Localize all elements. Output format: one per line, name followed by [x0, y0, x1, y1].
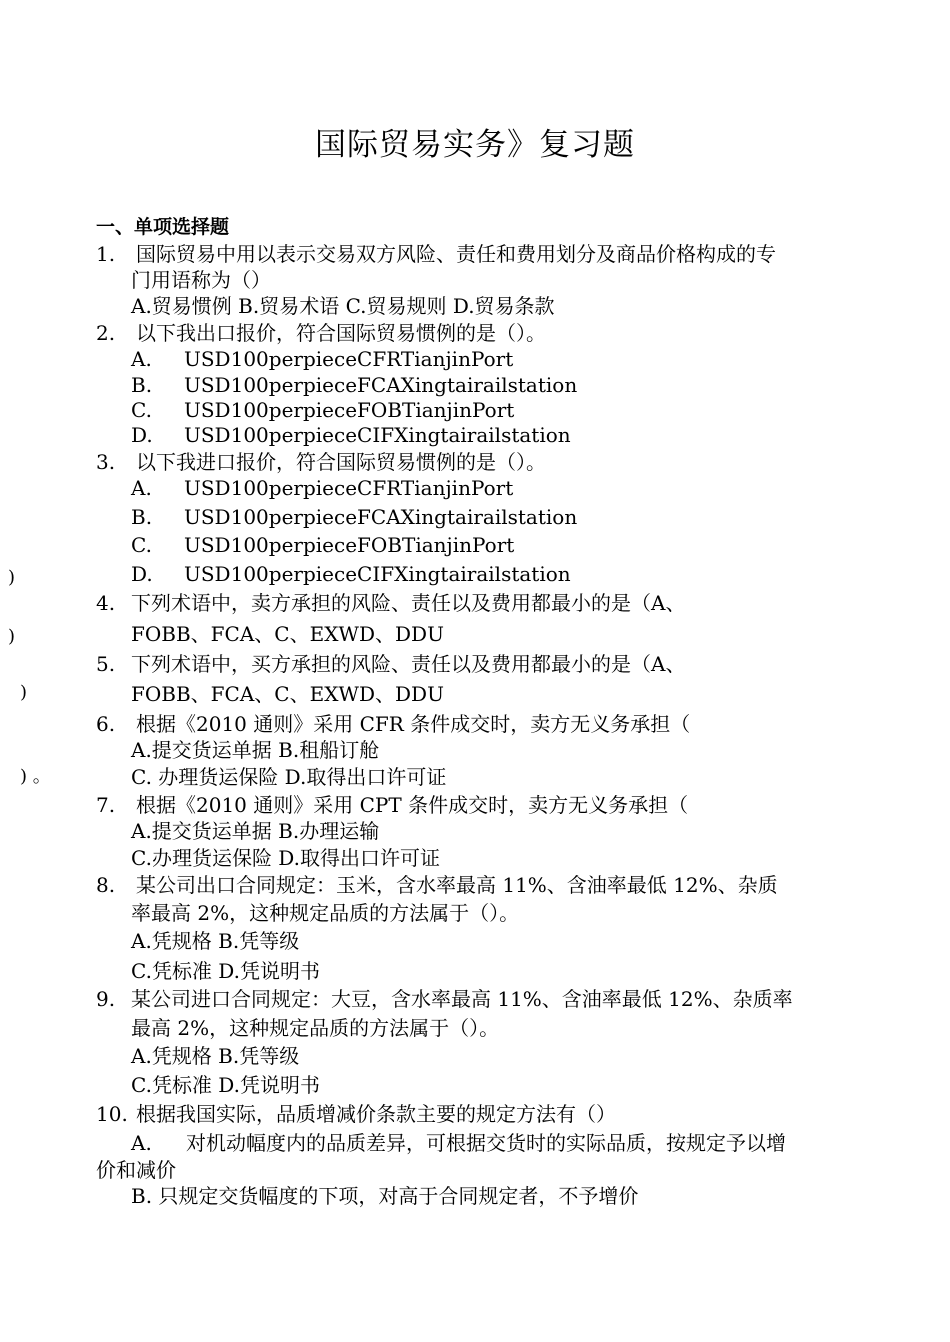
question-number-7: 7.: [96, 793, 116, 817]
section-heading: 一、单项选择题: [96, 216, 230, 238]
question-3-option-a-letter: A.: [131, 476, 152, 500]
question-8-line-1: 某公司出口合同规定：玉米，含水率最高 11%、含油率最低 12%、杂质: [136, 873, 778, 897]
document-title: 国际贸易实务》复习题: [315, 127, 635, 163]
margin-mark-2: ): [8, 626, 16, 647]
question-number-9: 9.: [96, 987, 116, 1011]
question-3-option-c-text: USD100perpieceFOBTianjinPort: [184, 533, 515, 557]
question-2-option-b-letter: B.: [131, 373, 153, 397]
margin-mark-3: ): [20, 682, 28, 703]
question-7-stem: 根据《2010 通则》采用 CPT 条件成交时，卖方无义务承担（: [136, 793, 689, 817]
question-7-options-line-2: C.办理货运保险 D.取得出口许可证: [131, 846, 440, 870]
question-4-choices: FOBB、FCA、C、EXWD、DDU: [131, 622, 444, 646]
question-2-stem: 以下我出口报价，符合国际贸易惯例的是（）。: [136, 321, 546, 345]
question-3-option-d-text: USD100perpieceCIFXingtairailstation: [184, 562, 571, 586]
question-3-option-d-letter: D.: [131, 562, 153, 586]
question-3-option-a-text: USD100perpieceCFRTianjinPort: [184, 476, 514, 500]
question-9-options-line-2: C.凭标准 D.凭说明书: [131, 1073, 320, 1097]
question-2-option-c-letter: C.: [131, 398, 152, 422]
question-1-line-1: 国际贸易中用以表示交易双方风险、责任和费用划分及商品价格构成的专: [136, 242, 776, 266]
question-6-options-line-2: C. 办理货运保险 D.取得出口许可证: [131, 765, 447, 789]
question-number-3: 3.: [96, 450, 116, 474]
question-1-line-2: 门用语称为（）: [131, 268, 271, 292]
question-3-option-b-text: USD100perpieceFCAXingtairailstation: [184, 505, 578, 529]
question-8-options-line-2: C.凭标准 D.凭说明书: [131, 959, 320, 983]
margin-mark-4: ) 。: [20, 766, 51, 787]
question-6-options-line-1: A.提交货运单据 B.租船订舱: [131, 738, 380, 762]
question-4-stem: 下列术语中，卖方承担的风险、责任以及费用都最小的是（A、: [131, 591, 686, 615]
question-2-option-b-text: USD100perpieceFCAXingtairailstation: [184, 373, 578, 397]
question-1-options: A.贸易惯例 B.贸易术语 C.贸易规则 D.贸易条款: [131, 294, 555, 318]
question-2-option-a-text: USD100perpieceCFRTianjinPort: [184, 347, 514, 371]
question-number-1: 1.: [96, 242, 116, 266]
margin-mark-1: ): [8, 567, 16, 588]
question-10-option-a-letter: A.: [131, 1131, 152, 1155]
question-7-options-line-1: A.提交货运单据 B.办理运输: [131, 819, 380, 843]
question-10-option-b: B. 只规定交货幅度的下项，对高于合同规定者，不予增价: [131, 1184, 639, 1208]
question-5-choices: FOBB、FCA、C、EXWD、DDU: [131, 682, 444, 706]
question-10-stem: 根据我国实际，品质增减价条款主要的规定方法有（）: [136, 1102, 616, 1126]
question-2-option-c-text: USD100perpieceFOBTianjinPort: [184, 398, 515, 422]
question-number-6: 6.: [96, 712, 116, 736]
question-2-option-d-text: USD100perpieceCIFXingtairailstation: [184, 423, 571, 447]
question-3-stem: 以下我进口报价，符合国际贸易惯例的是（）。: [136, 450, 546, 474]
question-2-option-d-letter: D.: [131, 423, 153, 447]
question-number-5: 5.: [96, 652, 116, 676]
question-3-option-b-letter: B.: [131, 505, 153, 529]
question-8-options-line-1: A.凭规格 B.凭等级: [131, 929, 300, 953]
question-number-4: 4.: [96, 591, 116, 615]
question-10-option-a-line-1: 对机动幅度内的品质差异，可根据交货时的实际品质，按规定予以增: [186, 1131, 786, 1155]
question-10-option-a-line-2: 价和减价: [96, 1158, 176, 1182]
question-9-line-2: 最高 2%，这种规定品质的方法属于（）。: [131, 1016, 500, 1040]
question-2-option-a-letter: A.: [131, 347, 152, 371]
question-3-option-c-letter: C.: [131, 533, 152, 557]
question-9-line-1: 某公司进口合同规定：大豆，含水率最高 11%、含油率最低 12%、杂质率: [131, 987, 793, 1011]
question-number-2: 2.: [96, 321, 116, 345]
question-5-stem: 下列术语中，买方承担的风险、责任以及费用都最小的是（A、: [131, 652, 686, 676]
question-8-line-2: 率最高 2%，这种规定品质的方法属于（）。: [131, 901, 520, 925]
question-9-options-line-1: A.凭规格 B.凭等级: [131, 1044, 300, 1068]
question-number-8: 8.: [96, 873, 116, 897]
question-6-stem: 根据《2010 通则》采用 CFR 条件成交时，卖方无义务承担（: [136, 712, 691, 736]
question-number-10: 10.: [96, 1102, 128, 1126]
